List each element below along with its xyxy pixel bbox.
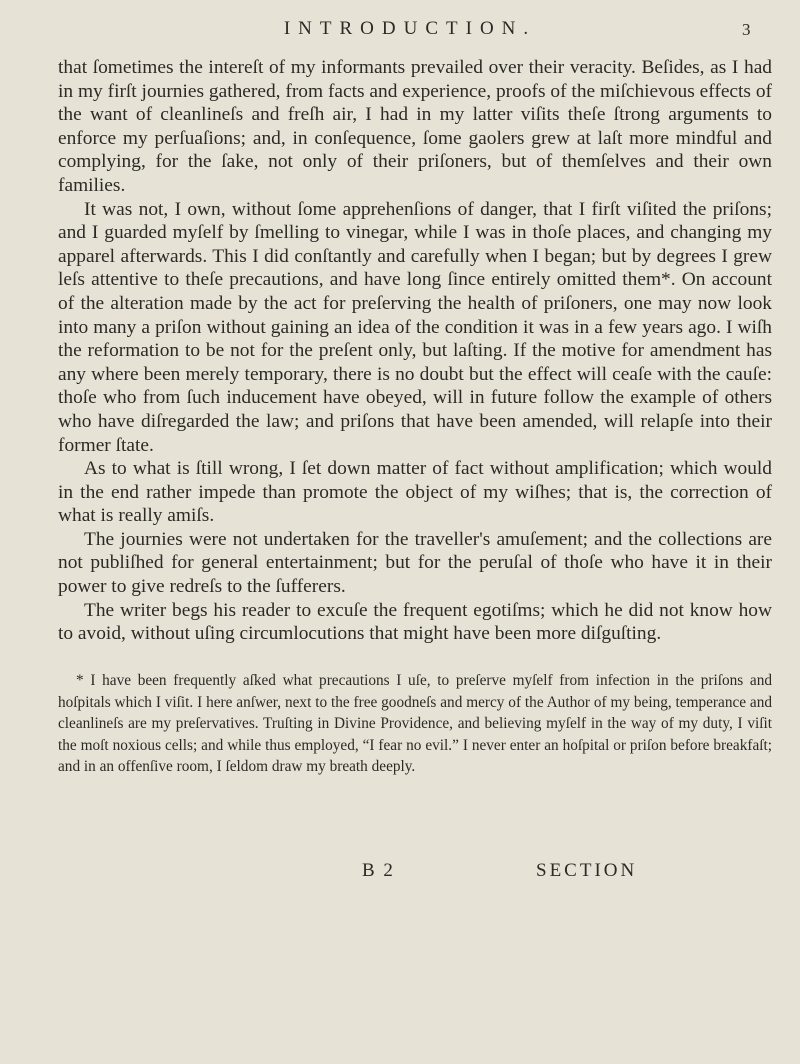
page-number: 3 — [742, 20, 751, 39]
main-text — [58, 56, 772, 646]
paragraph: The writer begs his reader to excuſe the frequent egotiſms; which he did not know how to avoid, without uſing circumlocutions that might have been more diſguſting. — [58, 599, 772, 645]
paragraph: The journies were not undertaken for the traveller's amuſement; and the collections are not publiſhed for general entertainment; but for the peruſal of thoſe who have it in their power to give redreſs to the ſufferers. — [58, 528, 772, 598]
paragraph: It was not, I own, without ſome apprehenſions of danger, that I firſt viſited the priſons; and I guarded myſelf by ſmelling to vinegar, while I was in thoſe places, and changing my apparel afterwards. This I did conſtantly and carefully when I began; but by degrees I grew leſs attentive to theſe precautions, and have long ſince entirely omitted them*. On account of the alteration made by the act for preſerving the health of priſoners, one may now look into many a priſon without gaining an idea of the condition it was in a few years ago. I wiſh the reformation to be not for the preſent only, but laſting. If the motive for amendment has any where been merely temporary, there is no doubt but the effect will ceaſe with the cauſe: thoſe who from ſuch inducement have obeyed, will in future follow the example of others who have diſregarded the law; and priſons that have been amended, will relapſe into their former ſtate. — [58, 198, 772, 456]
footnote-block — [58, 670, 772, 778]
catchword: SECTION — [536, 860, 638, 881]
paragraph: that ſometimes the intereſt of my informants prevailed over their veracity. Beſides, as I had in my firſt journies gathered, from facts and experience, proofs of the miſchievous effects of the want of cleanlineſs and freſh air, I had in my latter viſits theſe ſtrong arguments to enforce my perſuaſions; and, in conſequence, ſome gaolers grew at laſt more mindful and complying, for the ſake, not only of their priſoners, but of themſelves and their own families. — [58, 57, 772, 196]
paragraph: As to what is ſtill wrong, I ſet down matter of fact without amplification; which would in the end rather impede than promote the object of my wiſhes; that is, the correction of what is really amiſs. — [58, 458, 772, 527]
footnote: * I have been frequently aſked what precautions I uſe, to preſerve myſelf from infection in the priſons and hoſpitals which I viſit. I here anſwer, next to the free goodneſs and mercy of the Author of my being, temperance and cleanlineſs are my preſervatives. Truſting in Divine Providence, and believing myſelf in the way of my duty, I viſit the moſt noxious cells; and while thus employed, “I fear no evil.” I never enter an hoſpital or priſon before breakfaſt; and in an offenſive room, I ſeldom draw my breath deeply. — [58, 672, 772, 776]
signature-mark: B 2 — [362, 860, 395, 881]
running-head — [0, 18, 800, 48]
running-title: INTRODUCTION. — [283, 18, 537, 39]
page-footer — [0, 860, 800, 890]
